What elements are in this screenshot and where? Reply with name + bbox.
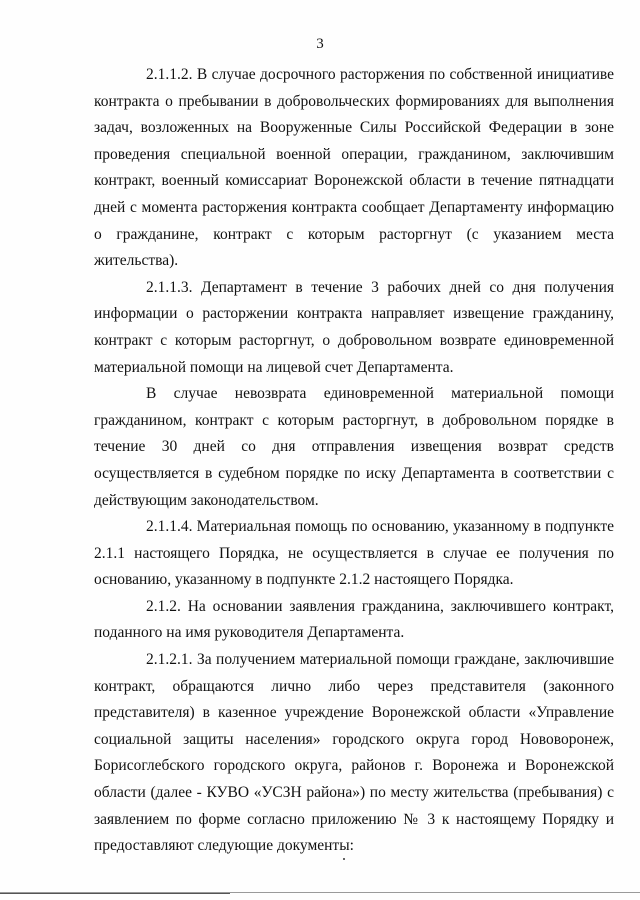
paragraph-2-1-2: 2.1.2. На основании заявления гражданина, заключившего контракт, поданного на имя руководителя Департамента. [94,597,614,642]
scan-speck [343,858,345,860]
paragraph-2-1-1-3: 2.1.1.3. Департамент в течение 3 рабочих дней со дня получения информации о расторжении контракта направляет извещение гражданину, контракт с которым расторгнут, о добровольном возврате единовременной материальной помощи на лицевой счет Департамента. [94,278,614,376]
paragraph-non-return: В случае невозврата единовременной материальной помощи гражданином, контракт с которым расторгнут, в добровольном порядке в течение 30 дней со дня отправления извещения возврат средств осуществляется в судебном порядке по иску Департамента в соответствии с действующим законодательством. [94,385,614,509]
paragraph-2-1-1-2: 2.1.1.2. В случае досрочного расторжения по собственной инициативе контракта о пребывании в добровольческих формированиях для выполнения задач, возложенных на Вооруженные Силы Российской Федерации в зоне проведения специальной военной операции, гражданином, заключившим контракт, военный комиссариат Воронежской области в течение пятнадцати дней с момента расторжения контракта сообщает Департаменту информацию о гражданине, контракт с которым расторгнут (с указанием места жительства). [94,66,614,270]
paragraph-2-1-1-4: 2.1.1.4. Материальная помощь по основанию, указанному в подпункте 2.1.1 настоящего Порядка, не осуществляется в случае ее получения по основанию, указанному в подпункте 2.1.2 настоящего Порядка. [94,518,614,589]
document-body [94,62,614,860]
paragraph-2-1-2-1: 2.1.2.1. За получением материальной помощи граждане, заключившие контракт, обращаются лично либо через представителя (законного представителя) в казенное учреждение Воронежской области «Управление социальной защиты населения» городского округа город Нововоронеж, Борисоглебского городского округа, районов г. Воронежа и Воронежской области (далее - КУВО «УСЗН района») по месту жительства (пребывания) с заявлением по форме согласно приложению № 3 к настоящему Порядку и предоставляют следующие документы: [94,651,614,855]
scan-edge-line-dark [0,893,230,894]
page-number: 3 [316,36,324,52]
